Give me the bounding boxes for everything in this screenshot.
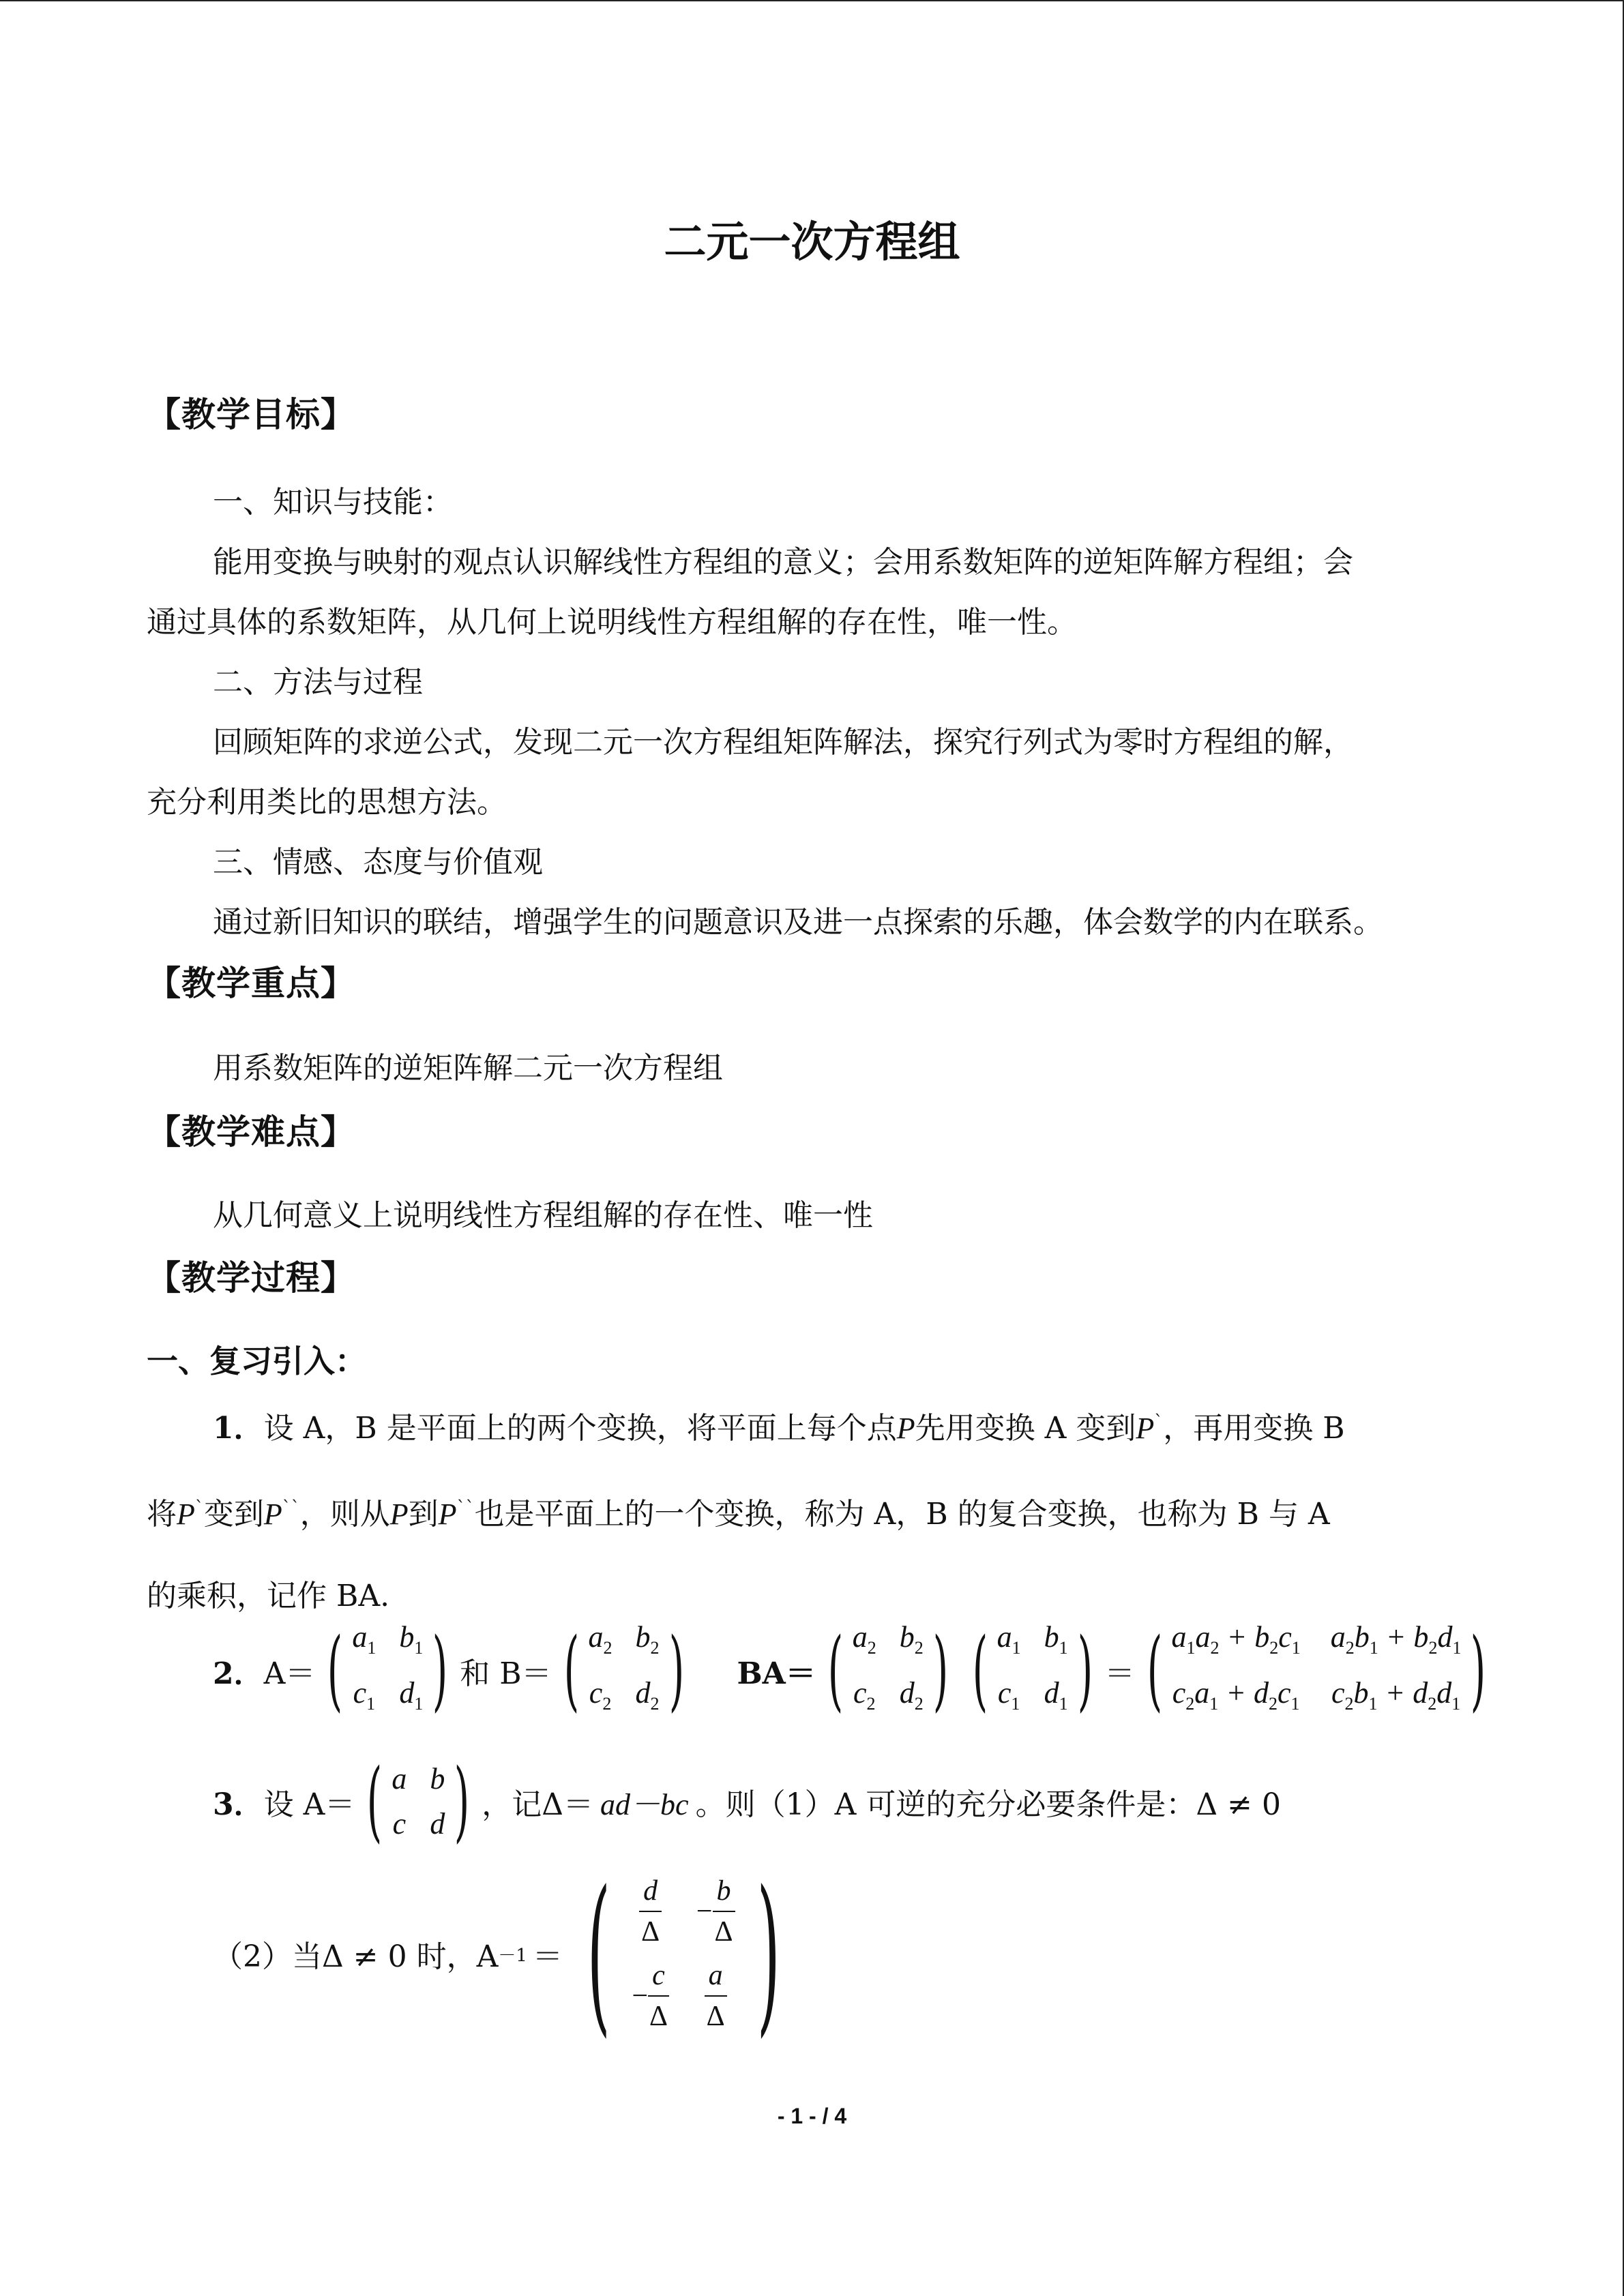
item3-A-label: 设 A＝ xyxy=(263,1787,355,1822)
item3-number: 3． xyxy=(213,1787,264,1822)
item1-text-c: ，再用变换 B xyxy=(1163,1411,1345,1446)
matrix-B-2: ( $a_2$ $b_2$ $c_2$ $d_2$ ) xyxy=(827,1620,948,1721)
item2-number: 2． xyxy=(213,1656,264,1691)
item3-ad-bc: ad－bc xyxy=(600,1788,689,1821)
matrix-A-general: ( a b c d ) xyxy=(367,1750,470,1852)
section-heading-difficult: 【教学难点】 xyxy=(147,1112,355,1152)
section-heading-key: 【教学重点】 xyxy=(147,963,355,1003)
goal-emotion-line1: 通过新旧知识的联结，增强学生的问题意识及进一点探索的乐趣，体会数学的内在联系。 xyxy=(213,905,1383,940)
var-P-prime-2: P xyxy=(177,1497,195,1531)
goal-knowledge-label: 一、知识与技能： xyxy=(213,485,453,520)
section-heading-goals: 【教学目标】 xyxy=(147,394,355,434)
matrix-B: ( $a_2$ $b_2$ $c_2$ $d_2$ ) xyxy=(563,1620,684,1721)
var-P: P xyxy=(896,1412,915,1445)
goal-knowledge-line1: 能用变换与映射的观点认识解线性方程组的意义；会用系数矩阵的逆矩阵解方程组；会 xyxy=(213,545,1353,580)
item2-A-label: A＝ xyxy=(263,1656,316,1691)
review-item1-line2: 将$P^ˋ$变到$P^{ˋˋ}$，则从P到$P^{ˋˋ}$也是平面上的一个变换，称为 A，B 的复合变换，也称为 B 与 A xyxy=(147,1497,1330,1532)
page-title: 二元一次方程组 xyxy=(664,217,960,267)
var-P-dprime: P xyxy=(263,1497,282,1531)
item1-line2-a: 将 xyxy=(147,1497,177,1532)
review-item3 xyxy=(213,1750,1281,1852)
review-item2 xyxy=(213,1620,1498,1721)
goal-method-line2: 充分利用类比的思想方法。 xyxy=(147,785,507,820)
item2-equals: ＝ xyxy=(1104,1656,1135,1691)
var-P-dprime-2: P xyxy=(438,1497,457,1531)
item1-number: 1． xyxy=(213,1411,264,1446)
item3-inverse-equals: ＝ xyxy=(532,1939,563,1974)
item1-line2-b: 变到 xyxy=(203,1497,264,1532)
matrix-A-2: ( $a_1$ $b_1$ $c_1$ $d_1$ ) xyxy=(972,1620,1093,1721)
review-item1-line3: 的乘积，记作 BA. xyxy=(147,1579,390,1613)
matrix-A-inverse: ( $\frac{d}{\Delta}$ − $\frac{b}{\Delta}$ − $\frac{c}{\Delta}$ $\frac{a}{\Delta}$ ) xyxy=(587,1854,780,2053)
difficult-point-text: 从几何意义上说明线性方程组解的存在性、唯一性 xyxy=(213,1198,873,1233)
inverse-superscript: －1 xyxy=(498,1945,527,1966)
item2-BA-label: BA＝ xyxy=(737,1656,816,1691)
goal-method-label: 二、方法与过程 xyxy=(213,665,423,700)
review-item1-line1: 1．设 A，B 是平面上的两个变换，将平面上每个点P先用变换 A 变到$P^ˋ$，再用变换 B xyxy=(213,1411,1345,1446)
goal-knowledge-line2: 通过具体的系数矩阵，从几何上说明线性方程组解的存在性，唯一性。 xyxy=(147,605,1077,640)
item3-inverse-text: （2）当Δ ≠ 0 时，A xyxy=(213,1939,499,1974)
goal-emotion-label: 三、情感、态度与价值观 xyxy=(213,845,543,880)
item3-delta-def: ，记Δ＝ xyxy=(482,1787,594,1822)
var-P-2: P xyxy=(389,1497,409,1531)
item3-condition: 。则（1）A 可逆的充分必要条件是：Δ ≠ 0 xyxy=(695,1787,1281,1822)
item1-text-b: 先用变换 A 变到 xyxy=(915,1411,1136,1446)
section-heading-process: 【教学过程】 xyxy=(147,1257,355,1298)
item1-text-a: 设 A，B 是平面上的两个变换，将平面上每个点 xyxy=(263,1411,897,1446)
item1-line2-d: 到 xyxy=(408,1497,439,1532)
page-number: - 1 - / 4 xyxy=(777,2104,847,2128)
matrix-A: ( $a_1$ $b_1$ $c_1$ $d_1$ ) xyxy=(327,1620,448,1721)
review-heading: 一、复习引入： xyxy=(147,1343,366,1380)
item1-line2-e: 也是平面上的一个变换，称为 A，B 的复合变换，也称为 B 与 A xyxy=(474,1497,1330,1532)
var-P-prime: P xyxy=(1136,1412,1155,1445)
item2-and-B: 和 B＝ xyxy=(460,1656,552,1691)
review-item3-inverse xyxy=(213,1854,804,2053)
goal-method-line1: 回顾矩阵的求逆公式，发现二元一次方程组矩阵解法，探究行列式为零时方程组的解， xyxy=(213,725,1353,760)
item1-line2-c: ，则从 xyxy=(299,1497,390,1532)
key-point-text: 用系数矩阵的逆矩阵解二元一次方程组 xyxy=(213,1051,723,1086)
matrix-BA-product: ( $a_1a_2 + b_2c_1$ $a_2b_1 + b_2d_1$ $c_2a_1 + d_2c_1$ $c_2b_1 + d_2d_1$ ) xyxy=(1147,1620,1486,1721)
